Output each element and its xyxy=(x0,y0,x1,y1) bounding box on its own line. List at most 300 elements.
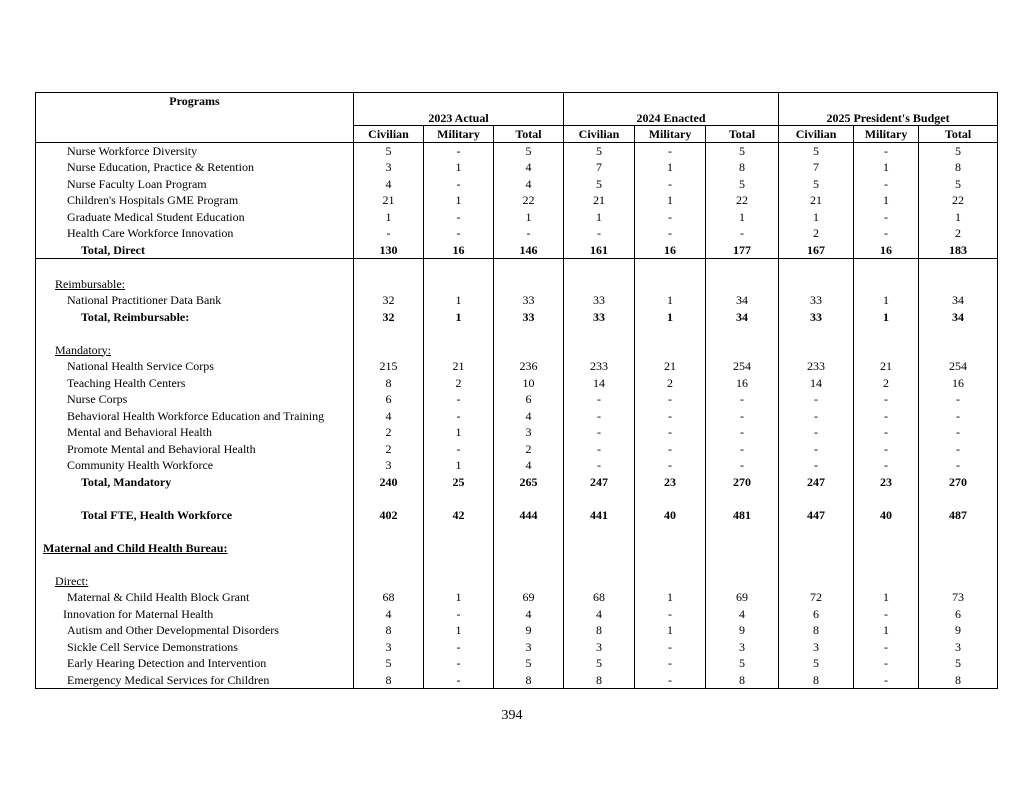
row-value xyxy=(854,342,919,359)
row-label-text: Graduate Medical Student Education xyxy=(67,209,245,224)
row-value: - xyxy=(635,408,706,425)
table-row xyxy=(36,391,998,408)
row-value: - xyxy=(635,606,706,623)
row-value: 40 xyxy=(854,507,919,524)
row-value xyxy=(706,342,779,359)
row-value xyxy=(635,523,706,540)
row-value: 33 xyxy=(494,309,564,326)
row-label xyxy=(36,391,354,408)
row-value: - xyxy=(354,225,424,242)
row-value: 6 xyxy=(494,391,564,408)
row-value xyxy=(706,325,779,342)
row-value: - xyxy=(779,457,854,474)
row-value: - xyxy=(779,391,854,408)
row-label-text: Direct: xyxy=(55,573,89,588)
row-value: - xyxy=(564,441,635,458)
row-value: - xyxy=(854,424,919,441)
page-number: 394 xyxy=(501,708,523,723)
row-value: 5 xyxy=(706,176,779,193)
group-header-2025: 2025 President's Budget xyxy=(779,111,998,126)
row-value xyxy=(564,556,635,573)
table-row xyxy=(36,556,998,573)
row-value: 21 xyxy=(854,358,919,375)
row-value xyxy=(354,490,424,507)
row-value: 8 xyxy=(919,159,998,176)
row-value: 3 xyxy=(354,639,424,656)
row-label-text: Total, Reimbursable: xyxy=(81,309,190,324)
row-label xyxy=(36,622,354,639)
row-value xyxy=(779,325,854,342)
row-value: 4 xyxy=(354,176,424,193)
row-value: 444 xyxy=(494,507,564,524)
row-value: 247 xyxy=(779,474,854,491)
row-value: - xyxy=(919,424,998,441)
row-value: 42 xyxy=(424,507,494,524)
row-value: - xyxy=(564,457,635,474)
row-value: - xyxy=(854,176,919,193)
row-value xyxy=(919,325,998,342)
row-value: 68 xyxy=(354,589,424,606)
row-value: 22 xyxy=(706,192,779,209)
table-row xyxy=(36,441,998,458)
row-value xyxy=(635,276,706,293)
row-value: 1 xyxy=(854,589,919,606)
row-label-text: National Practitioner Data Bank xyxy=(67,293,222,307)
row-value: 3 xyxy=(354,159,424,176)
row-value: - xyxy=(424,672,494,689)
row-value: 8 xyxy=(706,672,779,689)
row-value xyxy=(854,556,919,573)
row-value xyxy=(919,540,998,557)
group-header-spacer-3 xyxy=(779,93,998,111)
row-value: 4 xyxy=(494,606,564,623)
row-value: 40 xyxy=(635,507,706,524)
row-value xyxy=(635,556,706,573)
row-value: 34 xyxy=(706,309,779,326)
row-value: 7 xyxy=(779,159,854,176)
row-value: 161 xyxy=(564,242,635,259)
row-value: - xyxy=(424,639,494,656)
row-value: 1 xyxy=(424,309,494,326)
row-value: 1 xyxy=(854,192,919,209)
row-value: - xyxy=(706,225,779,242)
row-label-text: Nurse Corps xyxy=(67,392,128,406)
row-value xyxy=(779,523,854,540)
row-value: - xyxy=(424,142,494,159)
row-value xyxy=(919,573,998,590)
row-label-text: Health Care Workforce Innovation xyxy=(67,226,234,240)
row-label-text: Total, Mandatory xyxy=(81,474,172,489)
row-value: - xyxy=(564,424,635,441)
row-label xyxy=(36,424,354,441)
row-value xyxy=(564,325,635,342)
row-value xyxy=(354,342,424,359)
row-value: - xyxy=(424,408,494,425)
row-value: - xyxy=(706,408,779,425)
row-value xyxy=(424,573,494,590)
row-value xyxy=(635,325,706,342)
row-value: 1 xyxy=(635,292,706,309)
row-label xyxy=(36,672,354,689)
row-label-text: Children's Hospitals GME Program xyxy=(67,193,239,207)
row-value: 4 xyxy=(494,159,564,176)
row-label-text: Mandatory: xyxy=(55,342,111,357)
row-label xyxy=(36,176,354,193)
row-label-text: Mental and Behavioral Health xyxy=(67,425,212,439)
row-value: 9 xyxy=(919,622,998,639)
row-value: - xyxy=(635,457,706,474)
row-label-text: Early Hearing Detection and Intervention xyxy=(67,656,267,670)
row-value xyxy=(706,523,779,540)
row-value: 5 xyxy=(779,655,854,672)
row-value: 5 xyxy=(494,655,564,672)
group-header-2024: 2024 Enacted xyxy=(564,111,779,126)
row-label xyxy=(36,408,354,425)
row-label-text: Behavioral Health Workforce Education and Training xyxy=(67,408,325,423)
row-value: 167 xyxy=(779,242,854,259)
row-label-text: Autism and Other Developmental Disorders xyxy=(67,623,279,637)
row-value: 2 xyxy=(424,375,494,392)
row-value: 23 xyxy=(854,474,919,491)
row-value: 10 xyxy=(494,375,564,392)
row-value: 3 xyxy=(494,424,564,441)
row-value xyxy=(494,259,564,276)
row-label xyxy=(36,209,354,226)
row-label xyxy=(36,523,354,540)
row-value: - xyxy=(854,441,919,458)
row-value xyxy=(424,325,494,342)
row-value xyxy=(354,556,424,573)
row-value: - xyxy=(706,391,779,408)
row-value: 270 xyxy=(706,474,779,491)
table-row xyxy=(36,358,998,375)
group-header-spacer-2 xyxy=(564,93,779,111)
row-value: 177 xyxy=(706,242,779,259)
row-value: 21 xyxy=(564,192,635,209)
table-row xyxy=(36,276,998,293)
row-value: - xyxy=(779,424,854,441)
row-value: 2 xyxy=(494,441,564,458)
row-label xyxy=(36,358,354,375)
row-value xyxy=(424,276,494,293)
row-label-text: Total, Direct xyxy=(81,242,145,257)
row-value: - xyxy=(635,441,706,458)
row-value: - xyxy=(564,391,635,408)
row-value: 5 xyxy=(706,655,779,672)
row-value: 1 xyxy=(919,209,998,226)
row-value xyxy=(424,540,494,557)
row-value: - xyxy=(635,225,706,242)
row-value: 1 xyxy=(779,209,854,226)
row-value: 5 xyxy=(494,142,564,159)
row-value: 8 xyxy=(706,159,779,176)
row-value xyxy=(706,490,779,507)
row-label xyxy=(36,192,354,209)
table-row xyxy=(36,225,998,242)
row-value: 73 xyxy=(919,589,998,606)
row-value: 16 xyxy=(635,242,706,259)
row-value: 33 xyxy=(494,292,564,309)
row-value: 1 xyxy=(635,192,706,209)
row-label-text: Emergency Medical Services for Children xyxy=(67,672,270,687)
subheader-total-1: Total xyxy=(494,125,564,142)
subheader-total-3: Total xyxy=(919,125,998,142)
table-row xyxy=(36,474,998,491)
table-row xyxy=(36,142,998,159)
row-value: 2 xyxy=(854,375,919,392)
row-label xyxy=(36,441,354,458)
row-value: - xyxy=(424,176,494,193)
table-row xyxy=(36,408,998,425)
row-label xyxy=(36,325,354,342)
row-label xyxy=(36,490,354,507)
row-value: 5 xyxy=(919,176,998,193)
row-value: - xyxy=(854,457,919,474)
row-value xyxy=(854,573,919,590)
row-value: 2 xyxy=(635,375,706,392)
row-value xyxy=(919,556,998,573)
row-value: 4 xyxy=(494,176,564,193)
row-value: 16 xyxy=(854,242,919,259)
row-value: 32 xyxy=(354,292,424,309)
row-value: 1 xyxy=(424,457,494,474)
row-value: 2 xyxy=(779,225,854,242)
row-value: 22 xyxy=(919,192,998,209)
row-value xyxy=(564,342,635,359)
row-label xyxy=(36,342,354,359)
row-value: 1 xyxy=(424,292,494,309)
row-value xyxy=(494,556,564,573)
row-value: 481 xyxy=(706,507,779,524)
row-value xyxy=(854,259,919,276)
row-value: 4 xyxy=(354,606,424,623)
row-value: 1 xyxy=(354,209,424,226)
row-value xyxy=(564,523,635,540)
row-label xyxy=(36,375,354,392)
row-value xyxy=(494,325,564,342)
row-value: 8 xyxy=(494,672,564,689)
row-value: 240 xyxy=(354,474,424,491)
row-value xyxy=(494,573,564,590)
row-value: 236 xyxy=(494,358,564,375)
table-row xyxy=(36,375,998,392)
row-value: 8 xyxy=(354,672,424,689)
row-value: - xyxy=(635,176,706,193)
row-value: 5 xyxy=(354,655,424,672)
row-value: 1 xyxy=(424,589,494,606)
table-body xyxy=(36,142,998,689)
row-value xyxy=(919,276,998,293)
row-value: 2 xyxy=(354,441,424,458)
subheader-civilian-2: Civilian xyxy=(564,125,635,142)
row-value: 254 xyxy=(919,358,998,375)
row-value: 4 xyxy=(494,457,564,474)
table-row xyxy=(36,292,998,309)
row-value: - xyxy=(854,655,919,672)
subheader-military-1: Military xyxy=(424,125,494,142)
subheader-military-2: Military xyxy=(635,125,706,142)
row-label xyxy=(36,655,354,672)
table-row xyxy=(36,523,998,540)
row-value: 5 xyxy=(779,176,854,193)
row-value: 21 xyxy=(779,192,854,209)
row-label xyxy=(36,540,354,557)
programs-header-spacer xyxy=(36,111,354,126)
programs-subheader-spacer xyxy=(36,125,354,142)
row-value: 183 xyxy=(919,242,998,259)
row-value xyxy=(424,259,494,276)
row-label-text: Nurse Education, Practice & Retention xyxy=(67,160,254,174)
programs-header xyxy=(36,93,354,111)
row-value: 8 xyxy=(564,622,635,639)
row-value xyxy=(635,259,706,276)
row-value xyxy=(424,490,494,507)
row-value: 33 xyxy=(564,292,635,309)
row-label-text: Teaching Health Centers xyxy=(67,375,186,390)
row-value: 1 xyxy=(854,292,919,309)
row-value xyxy=(854,490,919,507)
row-value: - xyxy=(854,408,919,425)
row-label xyxy=(36,292,354,309)
table-row xyxy=(36,242,998,259)
fte-table xyxy=(35,92,998,689)
row-value: 8 xyxy=(354,622,424,639)
row-value: 3 xyxy=(706,639,779,656)
table-row xyxy=(36,573,998,590)
row-value: 2 xyxy=(919,225,998,242)
row-value xyxy=(706,573,779,590)
row-value: 5 xyxy=(564,176,635,193)
row-value xyxy=(854,523,919,540)
row-value: - xyxy=(564,225,635,242)
row-value xyxy=(635,540,706,557)
row-label xyxy=(36,474,354,491)
row-value: 68 xyxy=(564,589,635,606)
programs-header-label: Programs xyxy=(169,94,220,109)
row-value: - xyxy=(635,424,706,441)
row-value xyxy=(779,276,854,293)
row-value: 3 xyxy=(779,639,854,656)
row-value: 9 xyxy=(706,622,779,639)
table-row xyxy=(36,259,998,276)
table-row xyxy=(36,655,998,672)
row-value: 8 xyxy=(919,672,998,689)
row-value xyxy=(706,276,779,293)
row-value: 1 xyxy=(424,424,494,441)
row-value: 16 xyxy=(919,375,998,392)
row-label xyxy=(36,573,354,590)
row-value: - xyxy=(919,391,998,408)
row-value xyxy=(354,523,424,540)
row-value: - xyxy=(424,441,494,458)
row-value: 1 xyxy=(424,622,494,639)
row-label xyxy=(36,457,354,474)
row-label-text: Sickle Cell Service Demonstrations xyxy=(67,639,238,654)
row-label xyxy=(36,309,354,326)
row-value xyxy=(354,259,424,276)
group-header-spacer-1 xyxy=(354,93,564,111)
row-value xyxy=(494,342,564,359)
row-value: 1 xyxy=(706,209,779,226)
table-row xyxy=(36,176,998,193)
row-value: 1 xyxy=(635,159,706,176)
row-value: - xyxy=(779,441,854,458)
table-row xyxy=(36,672,998,689)
row-value xyxy=(779,573,854,590)
row-value: 130 xyxy=(354,242,424,259)
row-value: 8 xyxy=(354,375,424,392)
row-value: - xyxy=(854,672,919,689)
row-value: - xyxy=(424,391,494,408)
table-row xyxy=(36,457,998,474)
row-value xyxy=(919,342,998,359)
table-row xyxy=(36,606,998,623)
table-row xyxy=(36,507,998,524)
row-label-text: Innovation for Maternal Health xyxy=(63,606,214,621)
row-value xyxy=(854,276,919,293)
row-value xyxy=(779,259,854,276)
row-value: 5 xyxy=(779,142,854,159)
row-value: 6 xyxy=(779,606,854,623)
row-value: - xyxy=(854,225,919,242)
row-label xyxy=(36,606,354,623)
table-row xyxy=(36,192,998,209)
row-value: 14 xyxy=(779,375,854,392)
row-value xyxy=(354,276,424,293)
row-value: - xyxy=(854,391,919,408)
row-value: 5 xyxy=(919,142,998,159)
row-value xyxy=(564,490,635,507)
row-value: - xyxy=(919,457,998,474)
row-value: 72 xyxy=(779,589,854,606)
row-value xyxy=(854,325,919,342)
row-value: 21 xyxy=(424,358,494,375)
row-label xyxy=(36,225,354,242)
row-value: 4 xyxy=(564,606,635,623)
row-value xyxy=(635,342,706,359)
subheader-military-3: Military xyxy=(854,125,919,142)
row-value: 21 xyxy=(635,358,706,375)
row-value: - xyxy=(424,225,494,242)
row-value xyxy=(494,523,564,540)
row-value: 8 xyxy=(779,622,854,639)
row-value xyxy=(494,490,564,507)
row-label xyxy=(36,276,354,293)
row-value: - xyxy=(706,457,779,474)
row-value: 16 xyxy=(424,242,494,259)
row-value xyxy=(354,325,424,342)
row-value: 3 xyxy=(564,639,635,656)
row-label xyxy=(36,589,354,606)
row-value: 5 xyxy=(564,655,635,672)
row-value: 33 xyxy=(779,309,854,326)
row-value: 146 xyxy=(494,242,564,259)
row-value: 3 xyxy=(919,639,998,656)
row-value: - xyxy=(635,391,706,408)
row-value: - xyxy=(635,209,706,226)
row-label xyxy=(36,242,354,259)
table-row xyxy=(36,309,998,326)
row-value: - xyxy=(854,606,919,623)
row-value xyxy=(354,573,424,590)
row-label-text: Total FTE, Health Workforce xyxy=(81,507,233,522)
row-value: 4 xyxy=(706,606,779,623)
row-value: 4 xyxy=(354,408,424,425)
table-row xyxy=(36,424,998,441)
row-label-text: Maternal and Child Health Bureau: xyxy=(43,540,228,555)
row-value xyxy=(854,540,919,557)
row-label xyxy=(36,507,354,524)
